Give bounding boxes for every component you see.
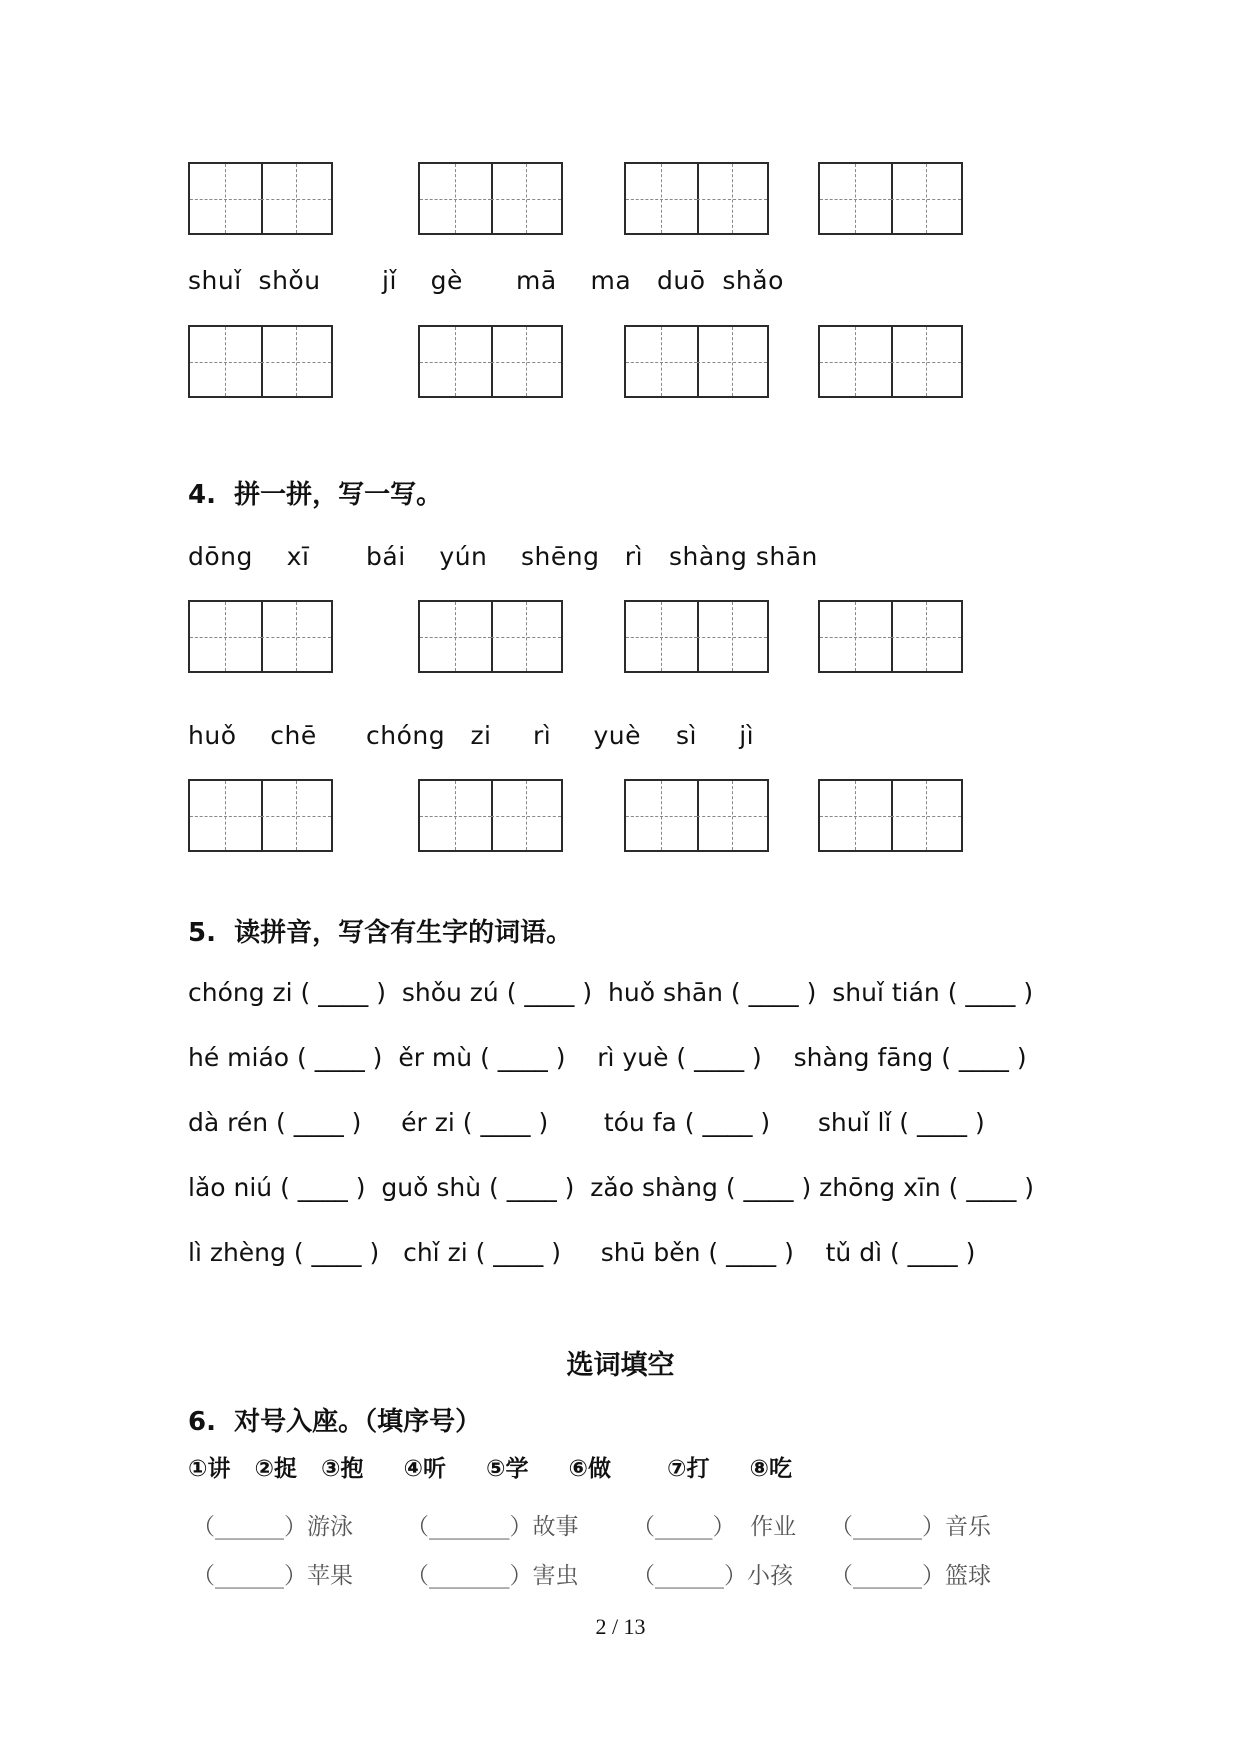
match-blank[interactable]: （______）音乐 bbox=[830, 1514, 991, 1540]
match-blank[interactable]: （______）篮球 bbox=[830, 1563, 991, 1589]
writing-grid[interactable] bbox=[818, 600, 963, 673]
fill-line[interactable]: dà rén ( ____ ) ér zi ( ____ ) tóu fa ( ____ ) shuǐ lǐ ( ____ ) bbox=[188, 1108, 985, 1137]
pinyin-word: shàng shān bbox=[669, 542, 818, 571]
match-blank[interactable]: （______）苹果 bbox=[192, 1563, 353, 1589]
pinyin-word: dōng xī bbox=[188, 542, 310, 571]
fill-line[interactable]: lǎo niú ( ____ ) guǒ shù ( ____ ) zǎo shàng ( ____ ) zhōng xīn ( ____ ) bbox=[188, 1173, 1035, 1202]
writing-grid[interactable] bbox=[188, 600, 333, 673]
page-number: 2 / 13 bbox=[595, 1614, 646, 1639]
match-blank[interactable]: （_______）害虫 bbox=[406, 1563, 579, 1589]
writing-grid[interactable] bbox=[418, 325, 563, 398]
writing-grid[interactable] bbox=[418, 162, 563, 235]
writing-grid[interactable] bbox=[418, 600, 563, 673]
pinyin-word: rì yuè bbox=[533, 721, 641, 750]
pinyin-word: duō shǎo bbox=[657, 266, 784, 295]
pinyin-word: sì jì bbox=[676, 721, 755, 750]
writing-grid[interactable] bbox=[624, 325, 769, 398]
word-options: ①讲 ②捉 ③抱 ④听 ⑤学 ⑥做 ⑦打 ⑧吃 bbox=[188, 1456, 793, 1482]
pinyin-word: chóng zi bbox=[366, 721, 492, 750]
fill-line[interactable]: lì zhèng ( ____ ) chǐ zi ( ____ ) shū běn ( ____ ) tǔ dì ( ____ ) bbox=[188, 1238, 976, 1267]
question-5-title: 5. 读拼音，写含有生字的词语。 bbox=[188, 918, 573, 948]
pinyin-word: shuǐ shǒu bbox=[188, 266, 321, 295]
writing-grid[interactable] bbox=[818, 779, 963, 852]
writing-grid[interactable] bbox=[188, 779, 333, 852]
writing-grid[interactable] bbox=[624, 162, 769, 235]
writing-grid[interactable] bbox=[188, 325, 333, 398]
match-blank[interactable]: （_______）故事 bbox=[406, 1514, 579, 1540]
match-blank[interactable]: （______）小孩 bbox=[632, 1563, 793, 1589]
writing-grid[interactable] bbox=[188, 162, 333, 235]
writing-grid[interactable] bbox=[818, 325, 963, 398]
question-6-title: 6. 对号入座。（填序号） bbox=[188, 1407, 482, 1437]
writing-grid[interactable] bbox=[624, 600, 769, 673]
fill-line[interactable]: chóng zi ( ____ ) shǒu zú ( ____ ) huǒ shān ( ____ ) shuǐ tián ( ____ ) bbox=[188, 978, 1034, 1007]
pinyin-word: huǒ chē bbox=[188, 721, 317, 750]
pinyin-word: shēng rì bbox=[521, 542, 644, 571]
writing-grid[interactable] bbox=[818, 162, 963, 235]
match-blank[interactable]: （_____） 作业 bbox=[632, 1514, 797, 1540]
question-4-title: 4. 拼一拼，写一写。 bbox=[188, 480, 443, 510]
writing-grid[interactable] bbox=[624, 779, 769, 852]
writing-grid[interactable] bbox=[418, 779, 563, 852]
pinyin-word: jǐ gè bbox=[382, 266, 463, 295]
section-title: 选词填空 bbox=[566, 1350, 675, 1381]
pinyin-word: mā ma bbox=[516, 266, 632, 295]
fill-line[interactable]: hé miáo ( ____ ) ěr mù ( ____ ) rì yuè ( ____ ) shàng fāng ( ____ ) bbox=[188, 1043, 1027, 1072]
match-blank[interactable]: （______）游泳 bbox=[192, 1514, 353, 1540]
pinyin-word: bái yún bbox=[366, 542, 488, 571]
